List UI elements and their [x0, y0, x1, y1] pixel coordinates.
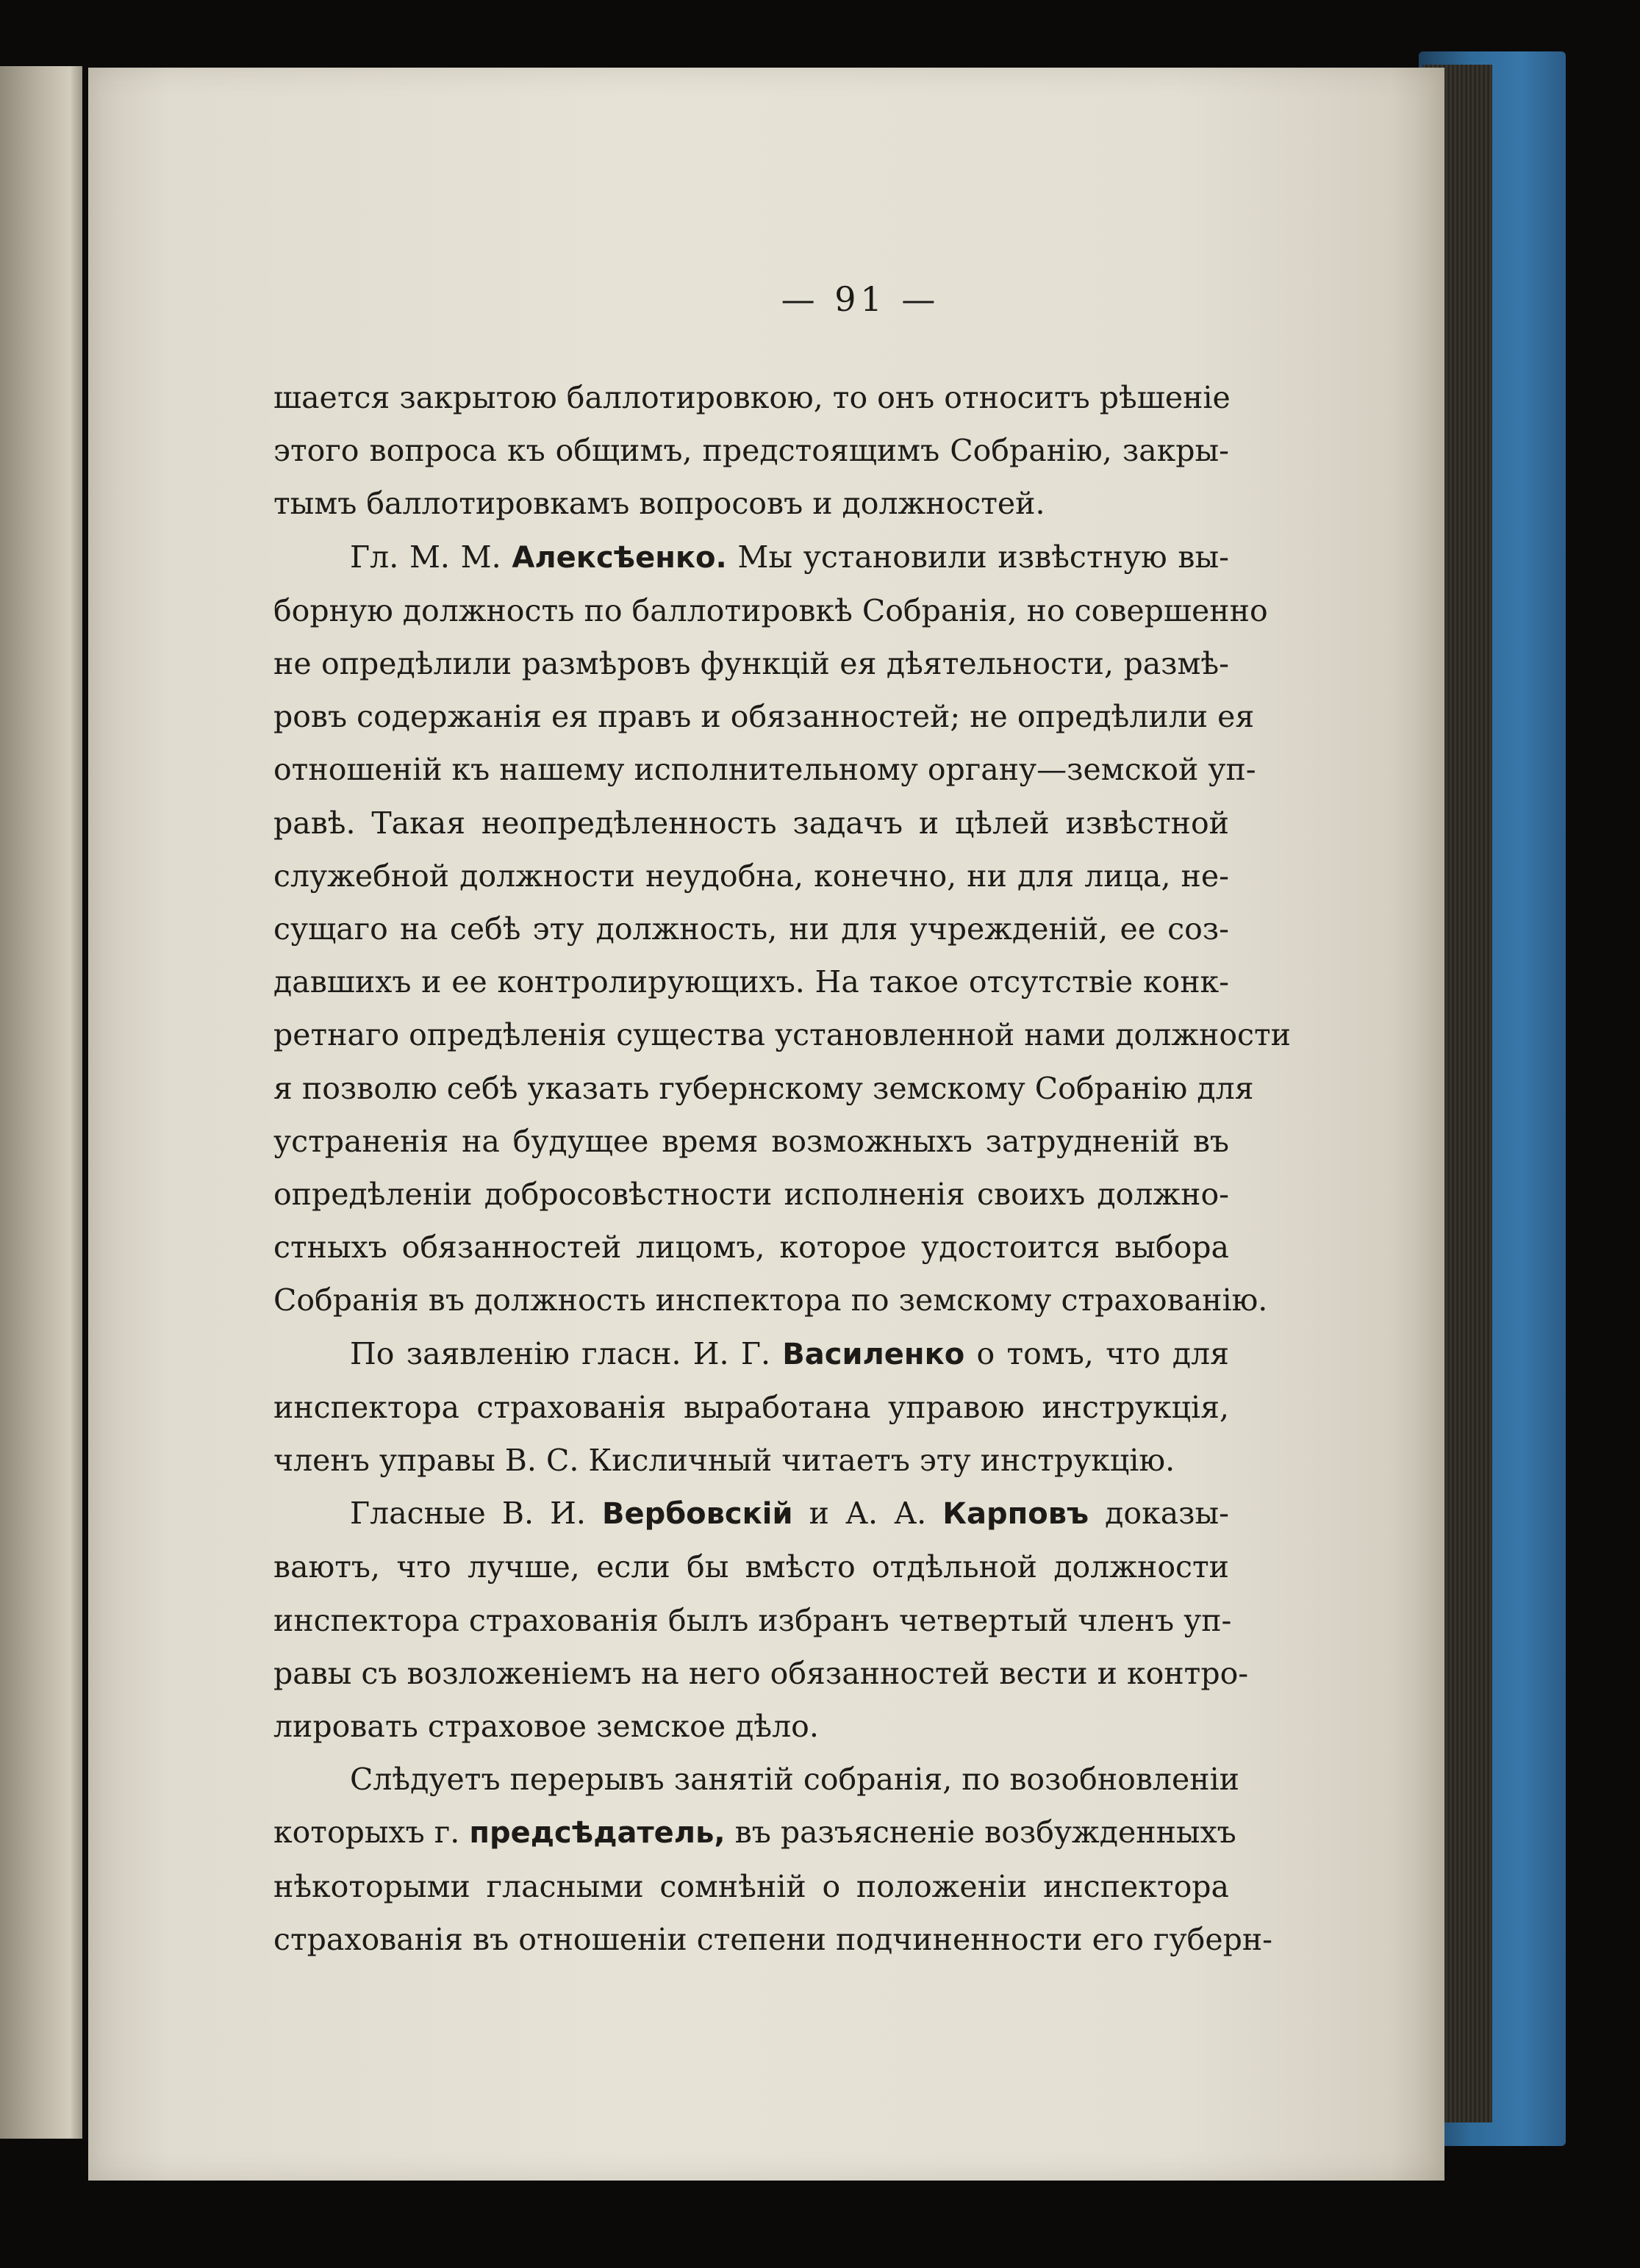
text-line [273, 743, 1256, 796]
text-line [273, 1806, 1236, 1859]
text-line [273, 477, 1229, 530]
text-line [273, 1008, 1291, 1061]
text-line [273, 1913, 1273, 1966]
text-run: я позволю себѣ указать губернскому земскому Собранію для [273, 1070, 1254, 1106]
paragraph [273, 1487, 1249, 1753]
text-run: лировать страховое земское дѣло. [273, 1709, 819, 1745]
text-run: инспектора страхованія выработана управою инструкція, [273, 1389, 1229, 1425]
text-run: давшихъ и ее контролирующихъ. На такое отсутствіе конк- [273, 964, 1229, 1000]
page-number: — 91 — [781, 279, 940, 319]
text-run: равѣ. Такая неопредѣленность задачъ и цѣлей извѣстной [273, 805, 1229, 841]
text-line [273, 690, 1255, 743]
text-line [273, 1221, 1229, 1274]
text-run: о томъ, что для [964, 1335, 1229, 1371]
text-line [273, 1753, 1240, 1806]
text-run: тымъ баллотировкамъ вопросовъ и должностей. [273, 486, 1045, 522]
text-run: ретнаго опредѣленія существа установленной нами должности [273, 1017, 1291, 1053]
text-line [273, 1381, 1229, 1434]
text-run: шается закрытою баллотировкою, то онъ относитъ рѣшеніе [273, 380, 1231, 415]
text-line [273, 637, 1229, 690]
text-run: нѣкоторыми гласными сомнѣній о положеніи инспектора [273, 1868, 1229, 1904]
text-line [273, 424, 1229, 477]
text-line [273, 1700, 1229, 1753]
text-line [273, 1434, 1229, 1487]
text-run: Мы установили извѣстную вы- [726, 539, 1229, 575]
text-run: и А. А. [792, 1496, 943, 1532]
text-run: Гл. М. М. [350, 539, 512, 575]
text-line [273, 1115, 1229, 1168]
text-line [273, 1168, 1229, 1221]
text-run: сущаго на себѣ эту должность, ни для учрежденій, ее соз- [273, 911, 1229, 947]
text-run: стныхъ обязанностей лицомъ, которое удостоится выбора [273, 1230, 1229, 1266]
text-run: которыхъ г. [273, 1815, 470, 1851]
text-line [273, 1594, 1232, 1647]
text-run: устраненія на будущее время возможныхъ затрудненій въ [273, 1123, 1229, 1159]
text-run: служебной должности неудобна, конечно, ни для лица, не- [273, 858, 1229, 894]
text-run: не опредѣлили размѣровъ функцій ея дѣятельности, размѣ- [273, 646, 1229, 682]
speaker-name: Вербовскій [601, 1497, 793, 1532]
text-run: По заявленію гласн. И. Г. [350, 1335, 783, 1371]
text-run: въ разъясненіе возбужденныхъ [725, 1815, 1236, 1851]
paragraph [273, 531, 1291, 1327]
text-run: доказы- [1089, 1496, 1229, 1532]
speaker-name: Карповъ [942, 1497, 1089, 1532]
text-line [273, 1062, 1254, 1115]
text-line [273, 1540, 1229, 1593]
text-line [273, 955, 1229, 1008]
speaker-name: предсѣдатель, [469, 1816, 726, 1851]
text-run: инспектора страхованія былъ избранъ четвертый членъ уп- [273, 1602, 1232, 1638]
text-run: ровъ содержанія ея правъ и обязанностей; не опредѣлили ея [273, 699, 1255, 735]
text-line [273, 902, 1229, 955]
text-run: борную должность по баллотировкѣ Собранія, но совершенно [273, 592, 1268, 628]
text-line [273, 1647, 1249, 1700]
text-run: Слѣдуетъ перерывъ занятій собранія, по возобновленіи [350, 1762, 1240, 1798]
text-run: Гласные В. И. [350, 1496, 602, 1532]
text-run: опредѣленіи добросовѣстности исполненія своихъ должно- [273, 1177, 1229, 1213]
text-line [273, 1860, 1229, 1913]
left-page-edge [0, 66, 82, 2139]
text-run: Собранія въ должность инспектора по земскому страхованію. [273, 1282, 1268, 1318]
text-run: ваютъ, что лучше, если бы вмѣсто отдѣльной должности [273, 1549, 1229, 1585]
text-line [273, 531, 1229, 584]
text-line [273, 371, 1229, 424]
text-line [273, 850, 1229, 902]
text-line [273, 584, 1268, 637]
text-line [273, 1327, 1229, 1381]
text-run: отношеній къ нашему исполнительному органу—земской уп- [273, 752, 1256, 788]
paragraph [273, 1753, 1273, 1966]
text-run: членъ управы В. С. Кисличный читаетъ эту инструкцію. [273, 1443, 1175, 1479]
paragraph [273, 371, 1229, 531]
text-run: этого вопроса къ общимъ, предстоящимъ Собранію, закры- [273, 433, 1229, 469]
text-line [273, 797, 1229, 850]
text-run: равы съ возложеніемъ на него обязанностей вести и контро- [273, 1655, 1249, 1691]
paragraph [273, 1327, 1229, 1488]
page-text [273, 371, 1291, 1966]
text-line [273, 1487, 1229, 1540]
text-run: страхованія въ отношеніи степени подчиненности его губерн- [273, 1921, 1273, 1957]
speaker-name: Василенко [782, 1337, 965, 1371]
speaker-name: Алексѣенко. [512, 540, 727, 575]
text-line [273, 1274, 1268, 1327]
